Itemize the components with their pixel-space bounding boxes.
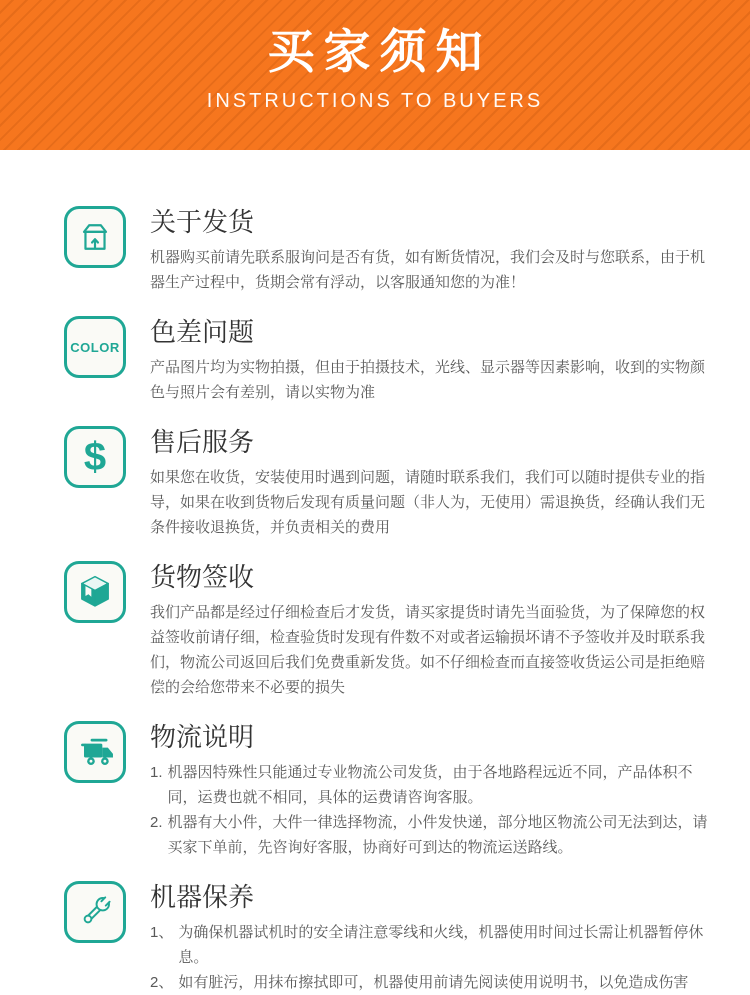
list-item xyxy=(150,810,710,860)
section-shipping xyxy=(64,206,710,295)
box-3d-icon xyxy=(64,561,126,623)
color-icon-label: COLOR xyxy=(70,339,120,355)
section-title: 物流说明 xyxy=(150,722,255,752)
section-title: 色差问题 xyxy=(150,317,255,347)
list-item xyxy=(150,760,710,810)
section-aftersales xyxy=(64,426,710,540)
list-marker: 2、 xyxy=(150,974,174,991)
list-item xyxy=(150,920,710,970)
section-body: 机器购买前请先联系服询问是否有货，如有断货情况，我们会及时与您联系，由于机器生产过程中，货期会常有浮动，以客服通知您的为准！ xyxy=(150,249,706,291)
list-text: 机器有大小件，大件一律选择物流，小件发快递，部分地区物流公司无法到达，请买家下单前，先咨询好客服，协商好可到达的物流运送路线。 xyxy=(167,814,708,856)
section-color xyxy=(64,316,710,405)
dollar-icon xyxy=(64,426,126,488)
section-color-text xyxy=(150,316,710,405)
section-body: 我们产品都是经过仔细检查后才发货，请买家提货时请先当面验货，为了保障您的权益签收前请仔细，检查验货时发现有件数不对或者运输损坏请不予签收并及时联系我们，物流公司返回后我们免费重新发货。如不仔细检查而直接签收货运公司是拒绝赔偿的会给您带来不必要的损失 xyxy=(150,604,706,696)
section-body: 如果您在收货，安装使用时遇到问题，请随时联系我们，我们可以随时提供专业的指导，如果在收到货物后发现有质量问题（非人为，无使用）需退换货，经确认我们无条件接收退换货，并负责相关的费用 xyxy=(150,469,706,536)
dollar-icon-glyph: $ xyxy=(83,435,107,479)
list-text: 机器因特殊性只能通过专业物流公司发货，由于各地路程远近不同，产品体积不同，运费也就不相同，具体的运费请咨询客服。 xyxy=(167,764,693,806)
page-subtitle: INSTRUCTIONS TO BUYERS xyxy=(206,90,544,112)
section-logistics xyxy=(64,721,710,860)
list-text: 如有脏污，用抹布擦拭即可，机器使用前请先阅读使用说明书，以免造成伤害 xyxy=(178,974,689,991)
wrench-icon xyxy=(64,881,126,943)
section-title: 售后服务 xyxy=(150,427,255,457)
list-item xyxy=(150,970,710,995)
package-icon xyxy=(64,206,126,268)
section-maintenance xyxy=(64,881,710,995)
list-marker: 2. xyxy=(150,814,163,831)
section-title: 机器保养 xyxy=(150,882,255,912)
section-body xyxy=(150,920,710,995)
sections-container xyxy=(0,150,750,995)
section-body: 产品图片均为实物拍摄，但由于拍摄技术，光线、显示器等因素影响，收到的实物颜色与照片会有差别，请以实物为准 xyxy=(150,359,706,401)
section-aftersales-text xyxy=(150,426,710,540)
header-banner xyxy=(0,0,750,150)
truck-icon xyxy=(64,721,126,783)
section-shipping-text xyxy=(150,206,710,295)
section-receipt xyxy=(64,561,710,700)
page-title: 买家须知 xyxy=(267,25,492,78)
section-receipt-text xyxy=(150,561,710,700)
section-logistics-text xyxy=(150,721,710,860)
section-body xyxy=(150,760,710,860)
section-maintenance-text xyxy=(150,881,710,995)
section-title: 货物签收 xyxy=(150,562,255,592)
list-text: 为确保机器试机时的安全请注意零线和火线，机器使用时间过长需让机器暂停休息。 xyxy=(178,924,704,966)
list-marker: 1、 xyxy=(150,924,174,941)
section-title: 关于发货 xyxy=(150,207,255,237)
list-marker: 1. xyxy=(150,764,163,781)
color-icon xyxy=(64,316,126,378)
